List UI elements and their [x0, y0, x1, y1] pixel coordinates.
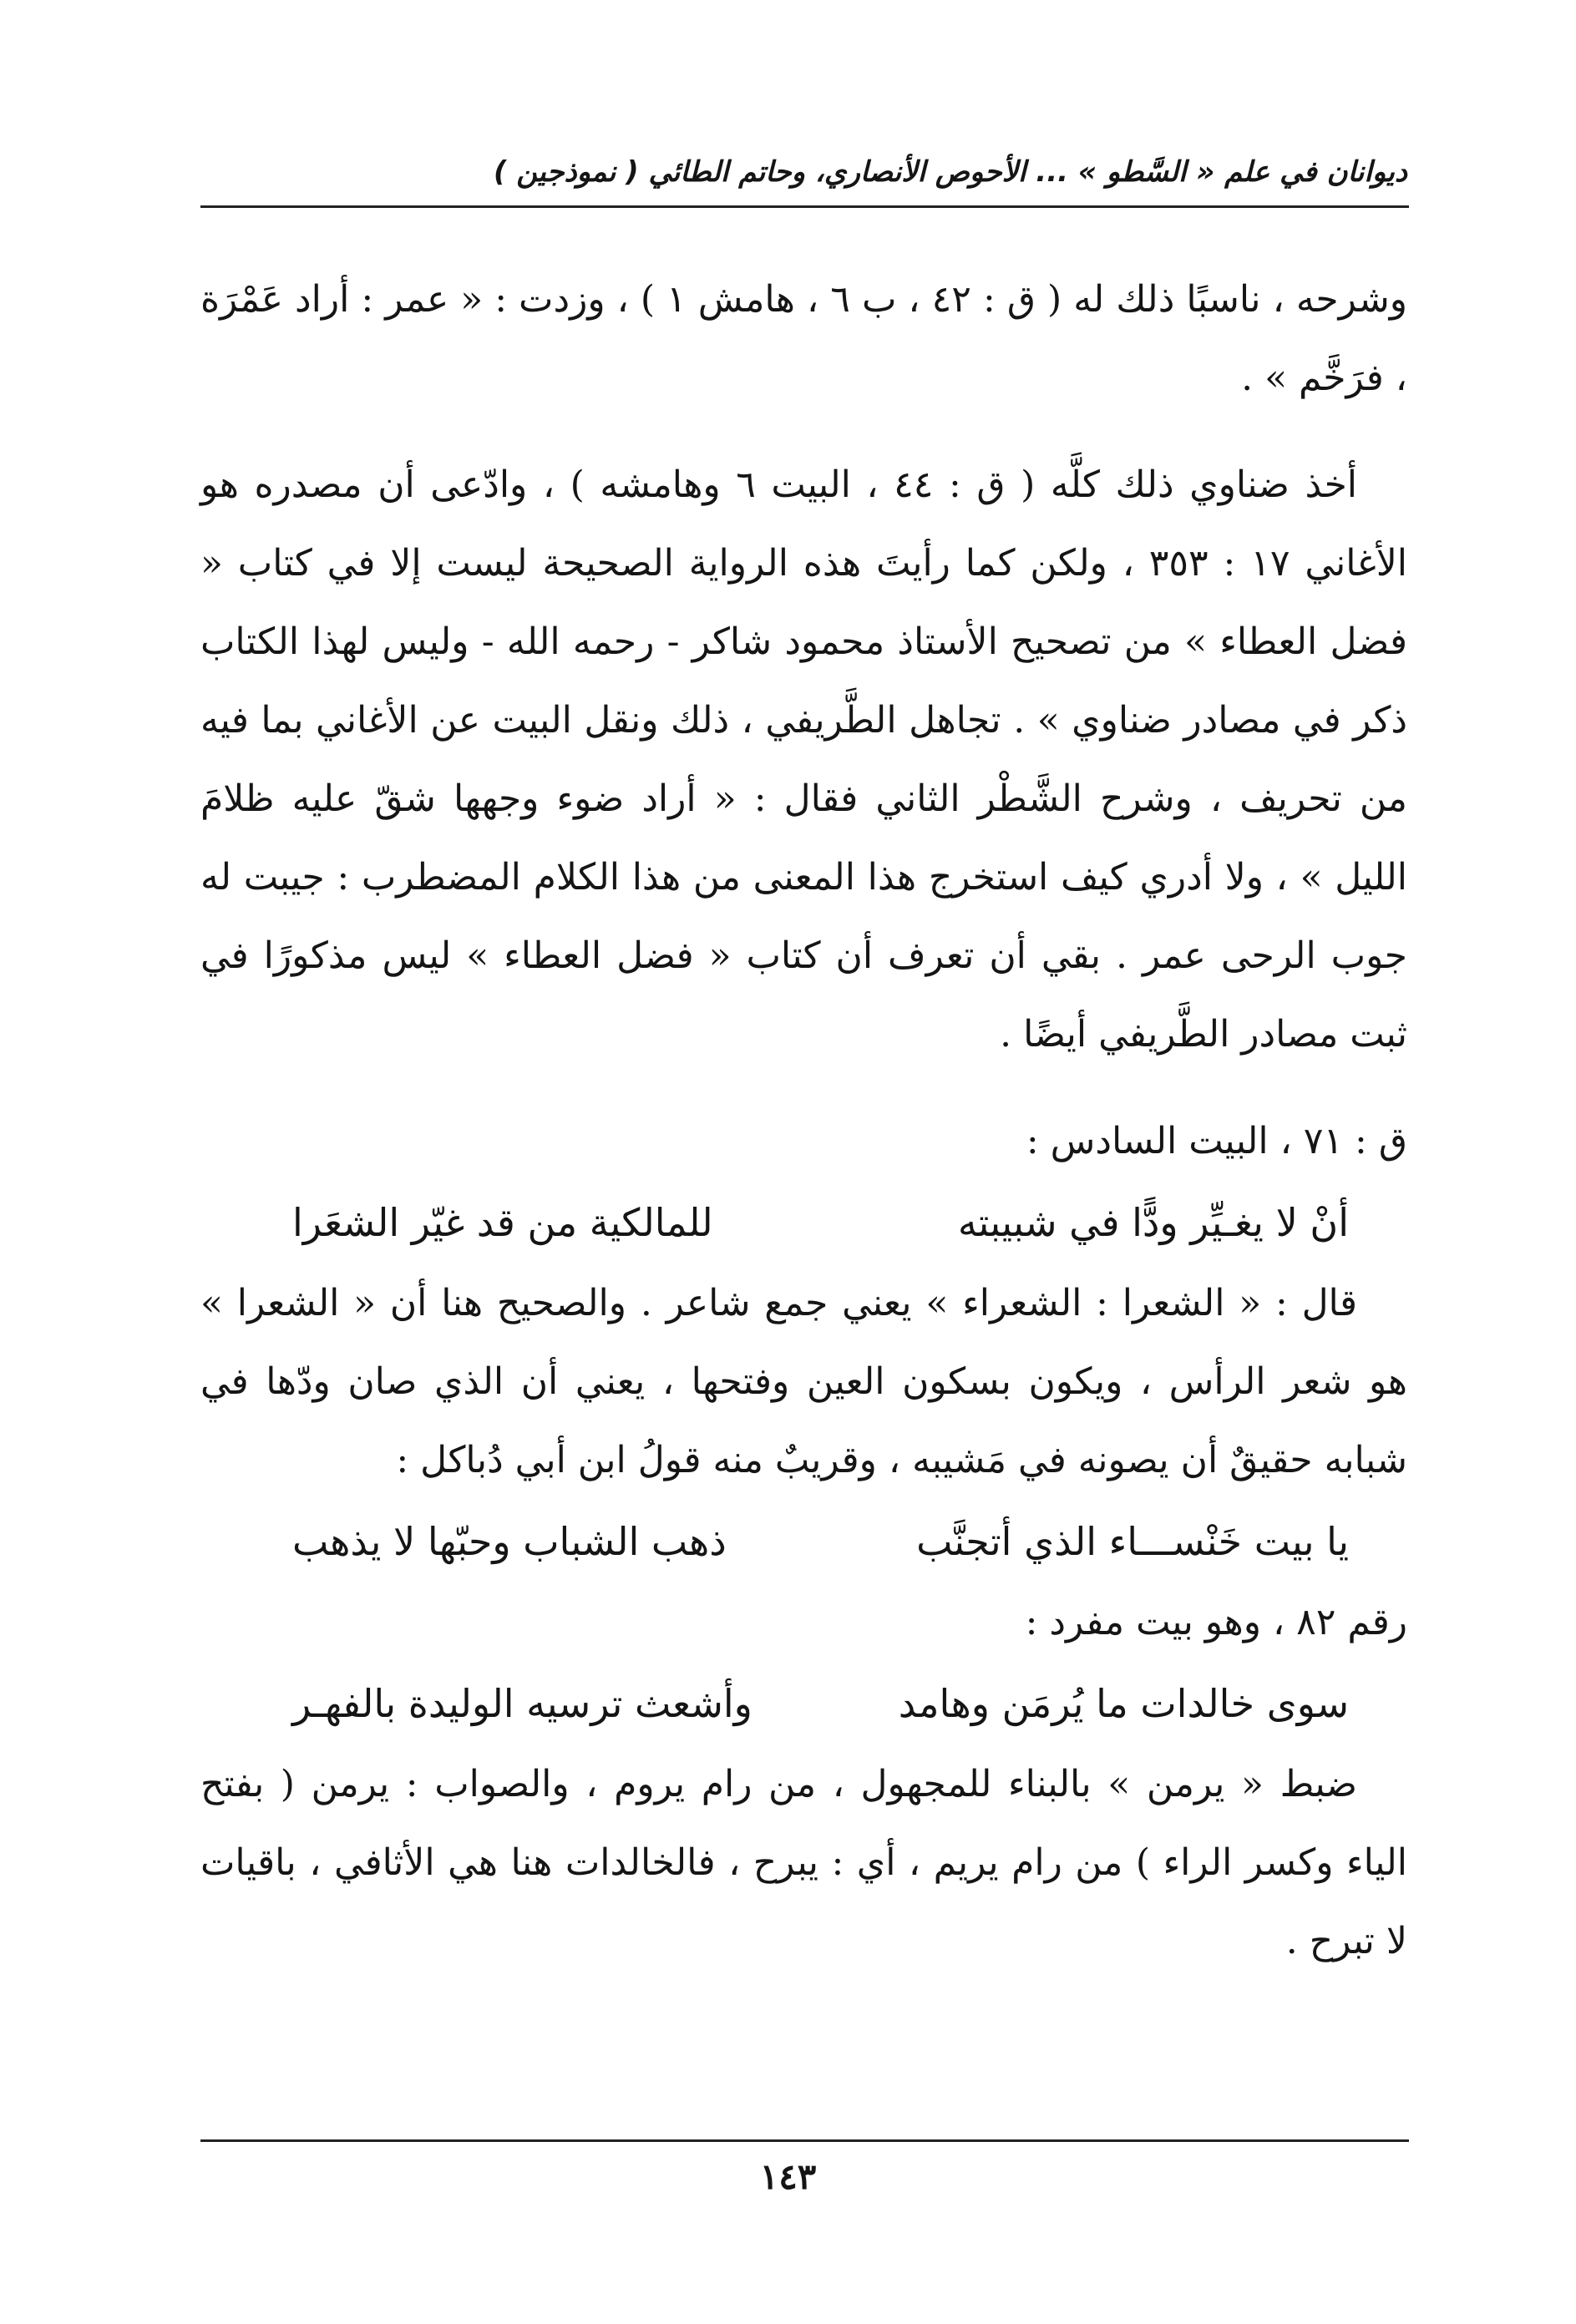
verse-1	[200, 1181, 1407, 1264]
paragraph-5: رقم ٨٢ ، وهو بيت مفرد :	[1025, 1601, 1407, 1643]
paragraph-3: ق : ٧١ ، البيت السادس :	[1026, 1120, 1407, 1162]
verse-3	[200, 1662, 1407, 1745]
paragraph-1: وشرحه ، ناسبًا ذلك له ( ق : ٤٢ ، ب ٦ ، هامش ١ ) ، وزدت : « عمر : أراد عَمْرَة ، فرَخَّم » .	[200, 278, 1407, 399]
verse-2-second-hemistich: ذهب الشباب وحبّها لا يذهب	[292, 1519, 727, 1564]
verse-2	[200, 1500, 1407, 1583]
paragraph-4: قال : « الشعرا : الشعراء » يعني جمع شاعر . والصحيح هنا أن « الشعرا » هو شعر الرأس ، ويكون بسكون العين وفتحها ، يعني أن الذي صان ودّها في شبابه حقيقٌ أن يصونه في مَشيبه ، وقريبٌ منه قولُ ابن أبي دُباكل :	[200, 1282, 1407, 1481]
page-number: ١٤٣	[759, 2156, 817, 2197]
verse-3-first-hemistich: سوى خالدات ما يُرمَن وهامد	[898, 1681, 1349, 1726]
verse-1-second-hemistich: للمالكية من قد غيّر الشعَرا	[292, 1200, 713, 1245]
verse-3-second-hemistich: وأشعث ترسيه الوليدة بالفهـر	[292, 1681, 753, 1726]
page-body	[200, 261, 1407, 1981]
verse-2-first-hemistich: يا بيت خَنْســـاء الذي أتجنَّب	[916, 1519, 1349, 1564]
header-rule	[200, 205, 1409, 208]
running-header: ديوانان في علم « السَّطو » ... الأحوص الأنصاري، وحاتم الطائي ( نموذجين )	[493, 155, 1407, 189]
verse-1-first-hemistich: أنْ لا يغـيِّر ودًّا في شبيبته	[957, 1200, 1349, 1245]
paragraph-2: أخذ ضناوي ذلك كلَّه ( ق : ٤٤ ، البيت ٦ وهامشه ) ، وادّعى أن مصدره هو الأغاني ١٧ : ٣٥٣ ، ولكن كما رأيتَ هذه الرواية الصحيحة ليست إلا في كتاب « فضل العطاء » من تصحيح الأستاذ محمود شاكر - رحمه الله - وليس لهذا الكتاب ذكر في مصادر ضناوي » . تجاهل الطَّريفي ، ذلك ونقل البيت عن الأغاني بما فيه من تحريف ، وشرح الشَّطْر الثاني فقال : « أراد ضوء وجهها شقّ عليه ظلامَ الليل » ، ولا أدري كيف استخرج هذا المعنى من هذا الكلام المضطرب : جيبت له جوب الرحى عمر . بقي أن تعرف أن كتاب « فضل العطاء » ليس مذكورًا في ثبت مصادر الطَّريفي أيضًا .	[200, 463, 1408, 1056]
paragraph-6: ضبط « يرمن » بالبناء للمجهول ، من رام يروم ، والصواب : يرمن ( بفتح الياء وكسر الراء ) من رام يريم ، أي : يبرح ، فالخالدات هنا هي الأثافي ، باقيات لا تبرح .	[200, 1763, 1407, 1962]
footer-rule	[200, 2139, 1409, 2142]
